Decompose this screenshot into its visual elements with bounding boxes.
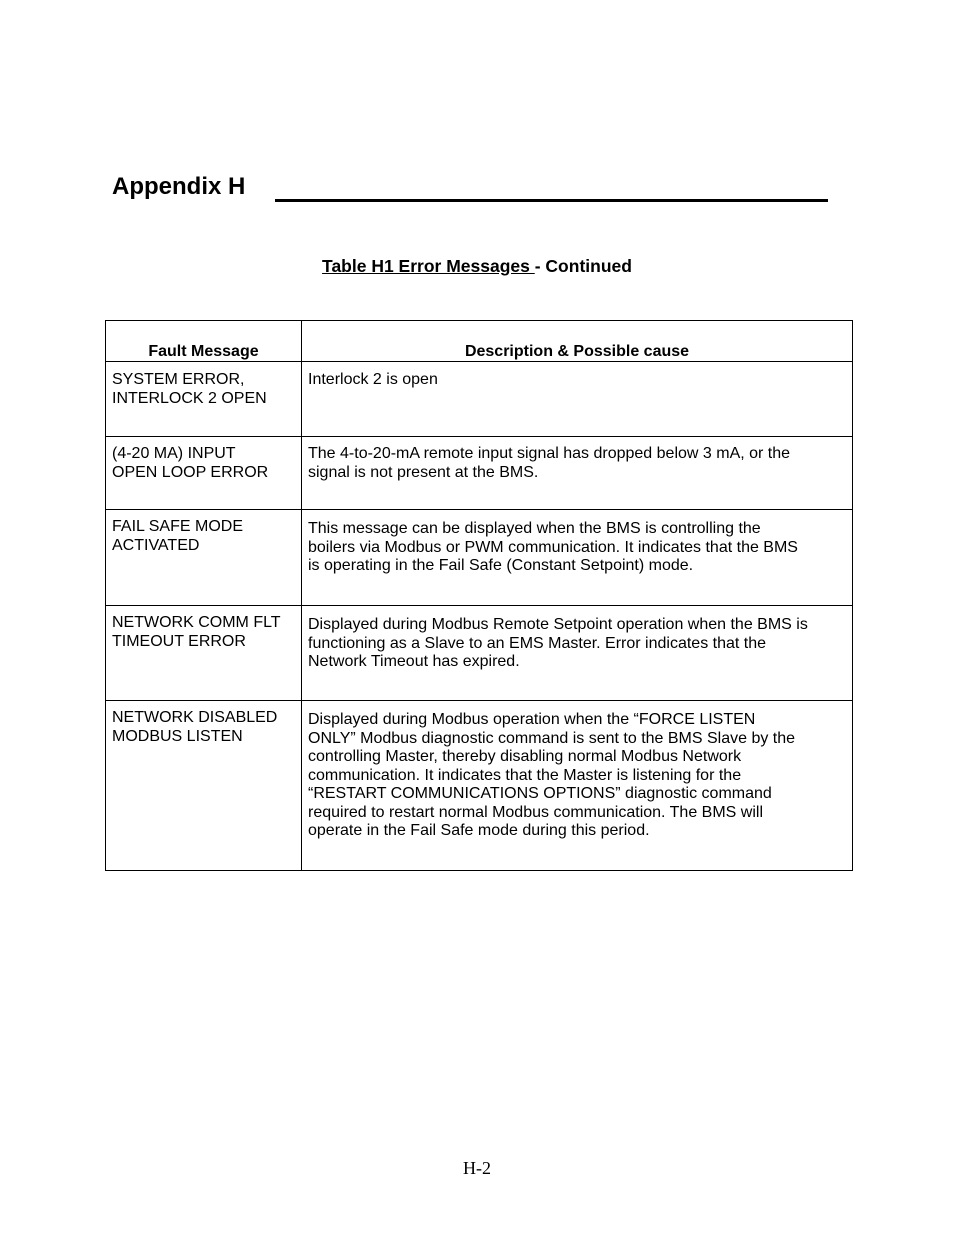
column-header-fault-message: Fault Message	[106, 321, 302, 362]
fault-message-cell	[106, 437, 302, 510]
description-line: Interlock 2 is open	[308, 371, 438, 388]
description-line: This message can be displayed when the BMS is controlling the	[308, 520, 761, 537]
description-line: ONLY” Modbus diagnostic command is sent to the BMS Slave by the	[308, 729, 796, 747]
fault-message-line: SYSTEM ERROR,	[112, 371, 245, 388]
table-caption-suffix: - Continued	[534, 256, 632, 276]
page-number: H-2	[463, 1158, 491, 1178]
description-line: operate in the Fail Safe mode during this period.	[308, 822, 650, 839]
description-line: “RESTART COMMUNICATIONS OPTIONS” diagnostic command	[308, 785, 772, 802]
table-row	[106, 606, 853, 701]
table-header-row	[106, 321, 853, 362]
table-row	[106, 437, 853, 510]
description-line: boilers via Modbus or PWM communication. It indicates that the BMS	[308, 538, 798, 556]
table-caption	[0, 255, 954, 277]
fault-message-line: ACTIVATED	[112, 536, 200, 554]
description-line: functioning as a Slave to an EMS Master. Error indicates that the	[308, 634, 767, 652]
description-line: Network Timeout has expired.	[308, 653, 520, 670]
appendix-title: Appendix H	[112, 173, 246, 200]
table-row	[106, 701, 853, 871]
fault-message-cell	[106, 362, 302, 437]
fault-message-line: FAIL SAFE MODE	[112, 518, 243, 535]
table-caption-title: Table H1 Error Messages	[322, 256, 535, 276]
error-messages-table	[105, 320, 853, 871]
description-line: Displayed during Modbus operation when the “FORCE LISTEN	[308, 711, 756, 728]
fault-message-line: OPEN LOOP ERROR	[112, 463, 269, 481]
table-row	[106, 510, 853, 606]
description-line: Displayed during Modbus Remote Setpoint operation when the BMS is	[308, 616, 808, 633]
description-cell	[302, 362, 853, 437]
fault-message-line: NETWORK COMM FLT	[112, 614, 281, 631]
fault-message-line: INTERLOCK 2 OPEN	[112, 389, 267, 407]
description-line: The 4-to-20-mA remote input signal has dropped below 3 mA, or the	[308, 445, 791, 462]
fault-message-line: TIMEOUT ERROR	[112, 632, 246, 650]
fault-message-cell	[106, 510, 302, 606]
fault-message-line: MODBUS LISTEN	[112, 727, 243, 745]
description-line: communication. It indicates that the Master is listening for the	[308, 766, 742, 784]
description-cell	[302, 510, 853, 606]
description-cell	[302, 701, 853, 871]
fault-message-line: NETWORK DISABLED	[112, 709, 278, 726]
description-cell	[302, 606, 853, 701]
fault-message-cell	[106, 606, 302, 701]
fault-message-cell	[106, 701, 302, 871]
description-line: is operating in the Fail Safe (Constant Setpoint) mode.	[308, 557, 694, 574]
description-line: required to restart normal Modbus communication. The BMS will	[308, 803, 763, 821]
heading-underline-rule	[275, 199, 828, 202]
description-line: signal is not present at the BMS.	[308, 463, 539, 481]
description-line: controlling Master, thereby disabling normal Modbus Network	[308, 748, 742, 765]
fault-message-line: (4-20 MA) INPUT	[112, 445, 236, 462]
table-row	[106, 362, 853, 437]
description-cell	[302, 437, 853, 510]
column-header-description: Description & Possible cause	[302, 321, 853, 362]
